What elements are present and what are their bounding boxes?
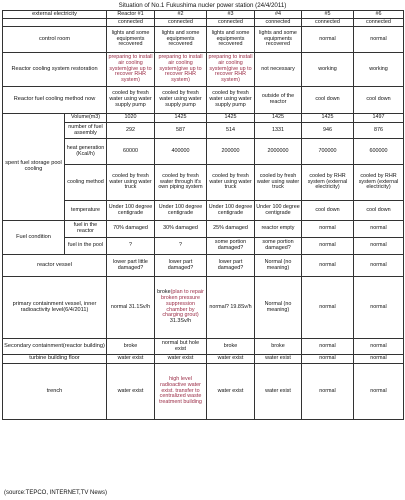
table-cell: connected — [255, 19, 302, 27]
table-cell: preparing to install air cooling system(give up to recover RHR system) — [207, 53, 255, 87]
table-cell: working — [354, 53, 404, 87]
table-cell: normal — [302, 364, 354, 420]
table-cell: lights and some equipments recovered — [255, 27, 302, 53]
source-note: (source:TEPCO, INTERNET,TV News) — [4, 490, 108, 496]
table-cell: normal — [302, 355, 354, 364]
table-cell: connected — [354, 19, 404, 27]
table-cell: outside of the reactor — [255, 87, 302, 114]
table-cell: normal — [302, 339, 354, 355]
table-cell: 876 — [354, 123, 404, 139]
table-row — [3, 364, 404, 420]
unit-header: #5 — [302, 11, 354, 19]
row-label-cooling-restoration: Reactor cooling system restoration — [3, 53, 107, 87]
table-cell: 600000 — [354, 139, 404, 165]
unit2-lead: broke — [157, 288, 171, 295]
table-cell: water exist — [207, 364, 255, 420]
table-cell: normal — [302, 221, 354, 238]
table-cell: normal 31.1Sv/h — [107, 277, 155, 339]
table-cell: 1497 — [354, 114, 404, 123]
table-row — [3, 355, 404, 364]
table-cell: 25% damaged — [207, 221, 255, 238]
table-cell: 2000000 — [255, 139, 302, 165]
table-cell: 946 — [302, 123, 354, 139]
table-cell: cooled by fresh water using water supply pump — [207, 87, 255, 114]
table-cell: some portion damaged? — [207, 238, 255, 255]
table-cell: 587 — [155, 123, 207, 139]
table-cell: normal but hole exist — [155, 339, 207, 355]
table-cell: 1331 — [255, 123, 302, 139]
row-label-turbine-floor: turbine building floor — [3, 355, 107, 364]
table-cell: cool down — [302, 201, 354, 221]
table-cell: normal — [354, 339, 404, 355]
table-cell: normal — [302, 27, 354, 53]
table-cell-unit2 — [155, 277, 207, 339]
row-label-secondary-containment: Secondary containment(reactor building) — [3, 339, 107, 355]
table-cell: cool down — [354, 87, 404, 114]
table-cell: water exist — [255, 355, 302, 364]
table-cell: normal — [354, 255, 404, 277]
table-row — [3, 87, 404, 114]
table-cell: lights and some equipments recovered — [207, 27, 255, 53]
table-row — [3, 19, 404, 27]
table-cell: cooled by fresh water using water truck — [107, 165, 155, 201]
table-cell: Normal (no meaning) — [255, 277, 302, 339]
table-cell: ? — [107, 238, 155, 255]
table-cell: normal — [354, 238, 404, 255]
table-cell: 1425 — [207, 114, 255, 123]
table-cell: Under 100 degree centigrade — [107, 201, 155, 221]
table-cell: 1425 — [155, 114, 207, 123]
row-label-fuel-in-reactor: fuel in the reactor — [65, 221, 107, 238]
table-cell: broke — [255, 339, 302, 355]
table-cell: normal — [302, 255, 354, 277]
row-label-trench: trench — [3, 364, 107, 420]
table-cell: 1425 — [255, 114, 302, 123]
row-spacer — [3, 19, 107, 27]
table-cell: preparing to install air cooling system(give up to recover RHR system) — [107, 53, 155, 87]
unit-header: Reactor #1 — [107, 11, 155, 19]
row-label-reactor-vessel: reactor vessel — [3, 255, 107, 277]
table-cell: 514 — [207, 123, 255, 139]
row-label-temperature: temperature — [65, 201, 107, 221]
unit2-note: (plan to repair broken pressure suppression chamber by charging grout) — [161, 288, 204, 319]
table-cell: 70% damaged — [107, 221, 155, 238]
table-cell: normal — [302, 238, 354, 255]
row-label-control-room: control room — [3, 27, 107, 53]
table-cell: cooled by RHR system (external electricity) — [302, 165, 354, 201]
table-cell: normal — [354, 364, 404, 420]
table-cell: lower part damaged? — [207, 255, 255, 277]
table-cell: 1425 — [302, 114, 354, 123]
table-row — [3, 221, 404, 238]
table-cell: normal — [354, 221, 404, 238]
table-cell: cooled by fresh water using water truck — [207, 165, 255, 201]
row-label-external-electricity: external electricity — [3, 11, 107, 19]
table-cell: lights and some equipments recovered — [107, 27, 155, 53]
table-cell: connected — [107, 19, 155, 27]
status-table — [2, 10, 404, 420]
table-cell: broke — [207, 339, 255, 355]
table-row — [3, 255, 404, 277]
table-cell: not necessary — [255, 53, 302, 87]
table-cell: lower part damaged? — [155, 255, 207, 277]
unit-header: #4 — [255, 11, 302, 19]
table-cell: water exist — [107, 355, 155, 364]
table-cell: 1020 — [107, 114, 155, 123]
table-cell: 700000 — [302, 139, 354, 165]
table-cell: lights and some equipments recovered — [155, 27, 207, 53]
table-cell: 30% damaged — [155, 221, 207, 238]
section-label-fuel-condition: Fuel condition — [3, 221, 65, 255]
row-label-cooling-method: cooling method — [65, 165, 107, 201]
table-cell: normal — [354, 355, 404, 364]
table-cell: connected — [155, 19, 207, 27]
table-cell: cooled by RHR system (external electricity) — [354, 165, 404, 201]
table-cell: connected — [302, 19, 354, 27]
table-cell: broke — [107, 339, 155, 355]
row-label-heat-generation: heat generation (Kcal/h) — [65, 139, 107, 165]
row-label-fuel-cooling-method: Reactor fuel cooling method now — [3, 87, 107, 114]
table-cell: Under 100 degree centigrade — [155, 201, 207, 221]
table-row — [3, 277, 404, 339]
table-cell: water exist — [255, 364, 302, 420]
table-cell: cooled by fresh water through it's own piping system — [155, 165, 207, 201]
table-row — [3, 27, 404, 53]
table-cell: preparing to install air cooling system(give up to recover RHR system) — [155, 53, 207, 87]
table-cell: normal — [354, 277, 404, 339]
table-cell: 400000 — [155, 139, 207, 165]
document-title: Situation of No.1 Fukushima nucler power station (24/4/2011) — [118, 2, 287, 9]
table-cell: water exist — [107, 364, 155, 420]
table-cell: cool down — [302, 87, 354, 114]
unit-header: #6 — [354, 11, 404, 19]
table-cell: water exist — [155, 355, 207, 364]
table-cell: 292 — [107, 123, 155, 139]
table-cell: connected — [207, 19, 255, 27]
table-cell: high level radioactive water exist. transfer to centralized waste treatment building — [155, 364, 207, 420]
table-cell: working — [302, 53, 354, 87]
table-cell: lower part little damaged? — [107, 255, 155, 277]
table-row — [3, 339, 404, 355]
table-row — [3, 53, 404, 87]
row-label-primary-containment: primary containment vessel, inner radioactivity level(6/4/2011) — [3, 277, 107, 339]
table-cell: Normal (no meaning) — [255, 255, 302, 277]
section-label-spent-pool: spent fuel storage pool cooling — [3, 114, 65, 221]
table-cell: cooled by fresh water using water supply pump — [155, 87, 207, 114]
row-label-fuel-in-pool: fuel in the pool — [65, 238, 107, 255]
row-label-fuel-assembly: number of fuel assembly — [65, 123, 107, 139]
table-cell: reactor empty — [255, 221, 302, 238]
table-cell: ? — [155, 238, 207, 255]
table-cell: 60000 — [107, 139, 155, 165]
header-row — [3, 11, 404, 19]
row-label-volume: Volume(m3) — [65, 114, 107, 123]
table-cell: water exist — [207, 355, 255, 364]
table-cell: 200000 — [207, 139, 255, 165]
table-row — [3, 114, 404, 123]
table-cell: cooled by fresh water using water truck — [255, 165, 302, 201]
table-cell: some portion damaged? — [255, 238, 302, 255]
unit-header: #3 — [207, 11, 255, 19]
unit-header: #2 — [155, 11, 207, 19]
table-cell: cool down — [354, 201, 404, 221]
table-cell: normal — [302, 277, 354, 339]
table-cell: cooled by fresh water using water supply pump — [107, 87, 155, 114]
table-cell: Under 100 degree centigrade — [207, 201, 255, 221]
unit2-value: 31.3Sv/h — [169, 318, 192, 325]
table-cell: Under 100 degree centigrade — [255, 201, 302, 221]
table-cell: normal? 19.8Sv/h — [207, 277, 255, 339]
table-cell: normal — [354, 27, 404, 53]
